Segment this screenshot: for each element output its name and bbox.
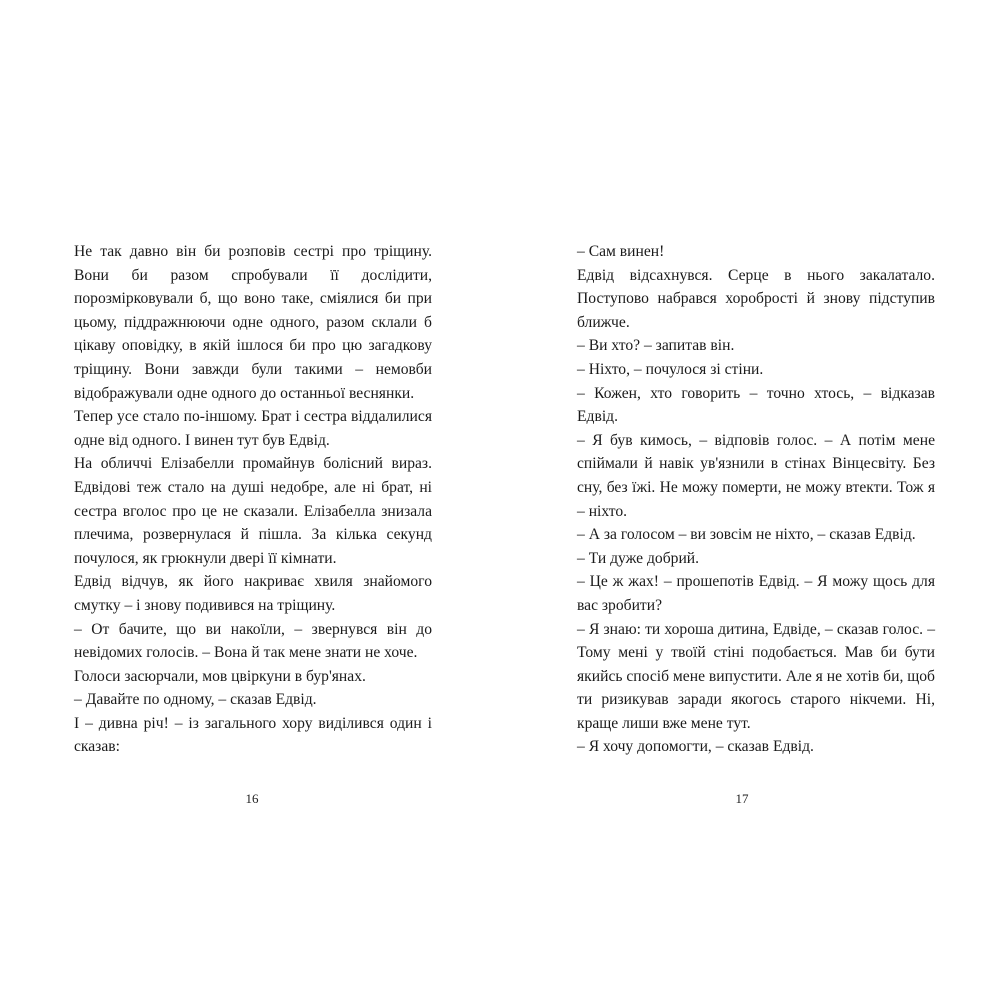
left-page-text <box>74 240 432 759</box>
paragraph: – Я знаю: ти хороша дитина, Едвіде, – сказав голос. – Тому мені у твоїй стіні подобається. Мав би бути якийсь спосіб мене випустити. Але я не хотів би, щоб ти ризикував заради якогось старого нікчеми. Ні, краще лиши вже мене тут. <box>577 620 935 732</box>
paragraph: – Я хочу допомогти, – сказав Едвід. <box>577 738 814 756</box>
paragraph: – Давайте по одному, – сказав Едвід. <box>74 691 317 709</box>
paragraph: На обличчі Елізабелли промайнув болісний вираз. Едвідові теж стало на душі недобре, але ні брат, ні сестра вголос про це не сказали. Елізабелла знизала плечима, розвернулася й пішла. За кілька секунд почулося, як грюкнули двері її кімнати. <box>74 455 432 567</box>
paragraph: – Ніхто, – почулося зі стіни. <box>577 360 764 378</box>
paragraph: – Я був кимось, – відповів голос. – А потім мене спіймали й навік ув'язнили в стінах Вінцесвіту. Без сну, без їжі. Не можу померти, не можу втекти. Тож я – ніхто. <box>577 431 935 520</box>
paragraph: – Кожен, хто говорить – точно хтось, – відказав Едвід. <box>577 384 935 426</box>
paragraph: Не так давно він би розповів сестрі про тріщину. Вони би разом спробували її дослідити, порозмірковували б, що воно таке, сміялися би при цьому, піддражнюючи одне одного, разом склали б цікаву оповідку, в якій ішлося би про цю загадкову тріщину. Вони завжди були такими – немовби відображували одне одного до останньої веснянки. <box>74 243 432 402</box>
paragraph: – От бачите, що ви накоїли, – звернувся він до невідомих голосів. – Вона й так мене знати не хоче. <box>74 620 432 662</box>
paragraph: Едвід відчув, як його накриває хвиля знайомого смутку – і знову подивився на тріщину. <box>74 573 432 614</box>
right-page-text <box>577 240 935 759</box>
paragraph: – Ти дуже добрий. <box>577 549 700 567</box>
paragraph: – А за голосом – ви зовсім не ніхто, – сказав Едвід. <box>577 526 916 544</box>
paragraph: І – дивна річ! – із загального хору виділився один і сказав: <box>74 714 432 756</box>
paragraph: – Ви хто? – запитав він. <box>577 337 735 355</box>
paragraph: – Це ж жах! – прошепотів Едвід. – Я можу щось для вас зробити? <box>577 573 935 614</box>
paragraph: Голоси засюрчали, мов цвіркуни в бур'янах. <box>74 667 366 685</box>
paragraph: – Сам винен! <box>577 243 665 260</box>
page-number-left: 16 <box>245 791 259 806</box>
paragraph: Едвід відсахнувся. Серце в нього закалатало. Поступово набрався хоробрості й знову підступив ближче. <box>577 266 935 331</box>
paragraph: Тепер усе стало по-іншому. Брат і сестра віддалилися одне від одного. І винен тут був Едвід. <box>74 408 432 449</box>
page-number-right: 17 <box>735 791 749 806</box>
